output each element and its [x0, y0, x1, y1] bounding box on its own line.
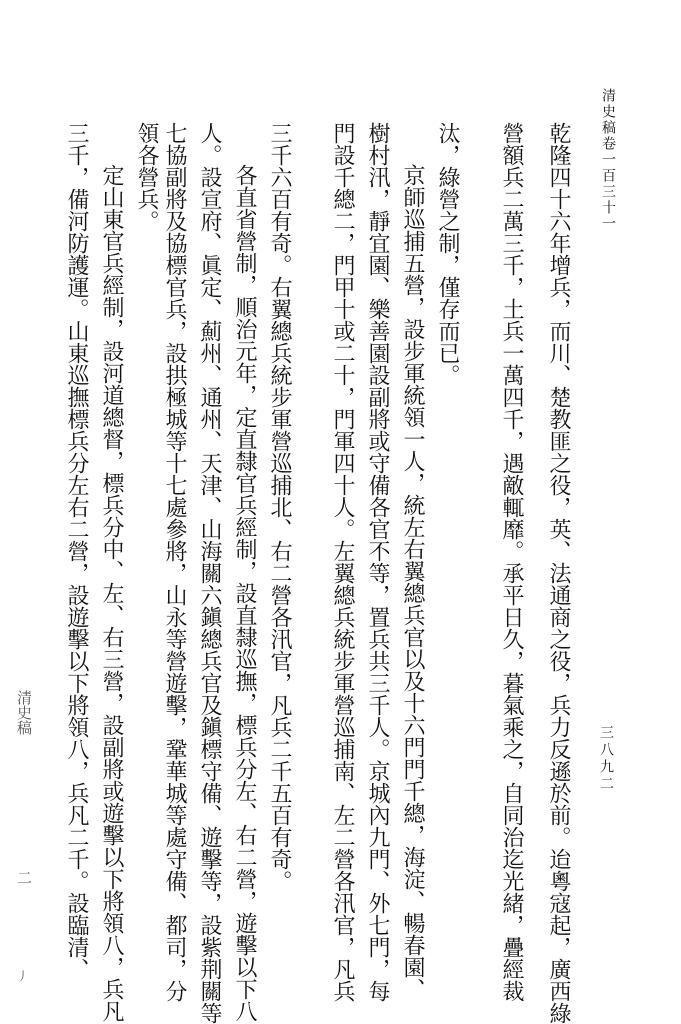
margin-mark-2: 二 [15, 870, 33, 885]
text-column-6: 門設千總二，門甲十或二十，門軍四十人。左翼總兵統步軍營巡捕南、左二營各汛官，凡兵 [330, 122, 355, 1002]
text-column-3: 汰，綠營之制，僅存而已。 [435, 122, 460, 386]
margin-mark-1: 清史稿 [15, 690, 33, 735]
text-column-2: 營額兵二萬三千，土兵一萬四千，遇敵輒靡。承平日久，暮氣乘之，自同治迄光緒，疊經裁 [499, 122, 524, 1002]
text-column-10: 七協副將及協標官兵，設拱極城等十七處參將，山永等營遊擊，鞏華城等處守備、都司，分 [162, 122, 187, 1002]
text-column-12: 定山東官兵經制，設河道總督，標兵分中、左、右三營，設副將或遊擊以下將領八，兵凡 [99, 164, 124, 1022]
text-column-5: 樹村汛，靜宜園、樂善園設副將或守備各官不等，置兵共三千人。京城內九門、外七門，每 [365, 122, 390, 1002]
text-column-4: 京師巡捕五營，設步軍統領一人，統左右翼總兵官以及十六門門千總，海淀、暢春園、 [400, 164, 425, 1000]
margin-mark-3: 丿 [15, 970, 29, 982]
text-column-1: 乾隆四十六年增兵，而川、楚教匪之役，英、法通商之役，兵力反遜於前。迨粵寇起，廣西綠 [546, 122, 571, 1024]
text-column-11: 領各營兵。 [134, 122, 159, 232]
page-number: 三八九二 [598, 725, 614, 793]
running-header-title: 清史稿卷一百三十一 [600, 88, 616, 232]
text-column-7: 三千六百有奇。右翼總兵統步軍營巡捕北、右二營各汛官，凡兵二千五百有奇。 [267, 122, 292, 892]
text-column-8: 各直省營制，順治元年，定直隸官兵經制，設直隸巡撫，標兵分左、右二營，遊擊以下八 [232, 164, 257, 1022]
text-column-13: 三千，備河防護運。山東巡撫標兵分左右二營，設遊擊以下將領八，兵凡二千。設臨清、 [64, 122, 89, 980]
text-column-9: 人。設宣府、眞定、薊州、通州、天津、山海關六鎭總兵官及鎭標守備、遊擊等，設紫荆關等 [197, 122, 222, 1024]
